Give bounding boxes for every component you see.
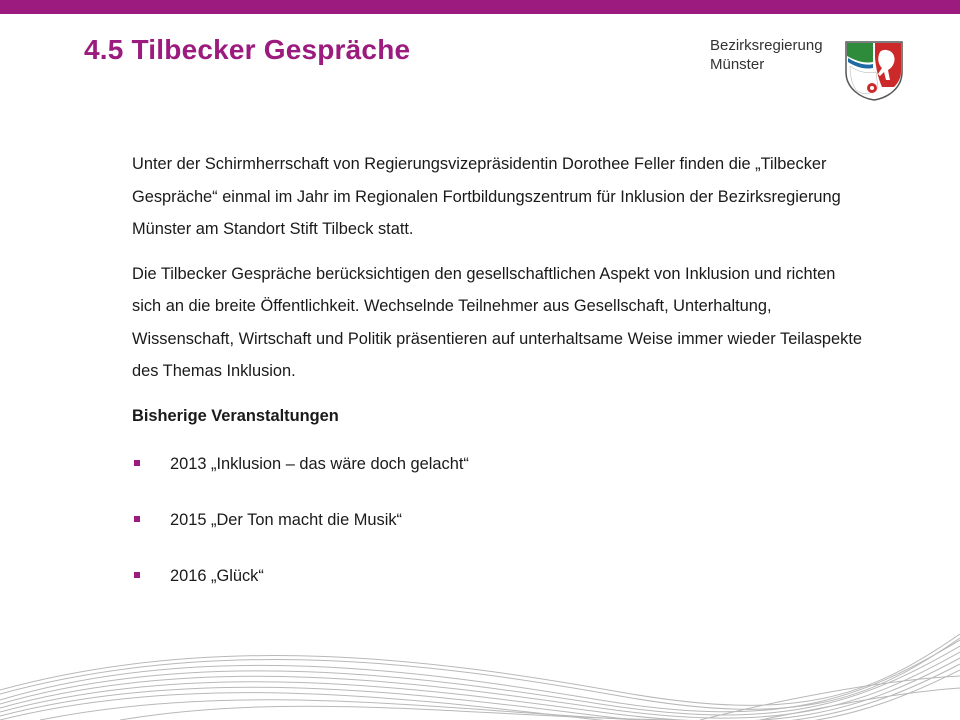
logo-line-1: Bezirksregierung [710, 37, 823, 54]
square-bullet-icon [134, 460, 140, 466]
list-item [132, 560, 862, 592]
event-label: 2016 „Glück“ [170, 566, 264, 585]
list-item [132, 504, 862, 536]
logo-wordmark [710, 36, 823, 74]
event-label: 2013 „Inklusion – das wäre doch gelacht“ [170, 454, 469, 473]
top-accent-bar [0, 0, 960, 14]
logo-line-2: Münster [710, 56, 765, 73]
intro-paragraph: Unter der Schirmherrschaft von Regierungsvizepräsidentin Dorothee Feller finden die „Tilbecker Gespräche“ einmal im Jahr im Regionalen Fortbildungszentrum für Inklusion der Bezirksregierung Münster am Standort Stift Tilbeck statt. [132, 155, 841, 238]
page-title: 4.5 Tilbecker Gespräche [84, 34, 411, 65]
section-heading: Bisherige Veranstaltungen [132, 406, 339, 425]
main-content [132, 148, 862, 616]
decorative-wave-lines [0, 630, 960, 720]
square-bullet-icon [134, 572, 140, 578]
nrw-coat-of-arms-icon [842, 38, 906, 102]
list-item [132, 448, 862, 480]
event-label: 2015 „Der Ton macht die Musik“ [170, 510, 402, 529]
square-bullet-icon [134, 516, 140, 522]
event-list [132, 448, 862, 592]
description-paragraph: Die Tilbecker Gespräche berücksichtigen den gesellschaftlichen Aspekt von Inklusion und richten sich an die breite Öffentlichkeit. Wechselnde Teilnehmer aus Gesellschaft, Unterhaltung, Wissenschaft, Wirtschaft und Politik präsentieren auf unterhaltsame Weise immer wieder Teilaspekte des Themas Inklusion. [132, 264, 862, 380]
